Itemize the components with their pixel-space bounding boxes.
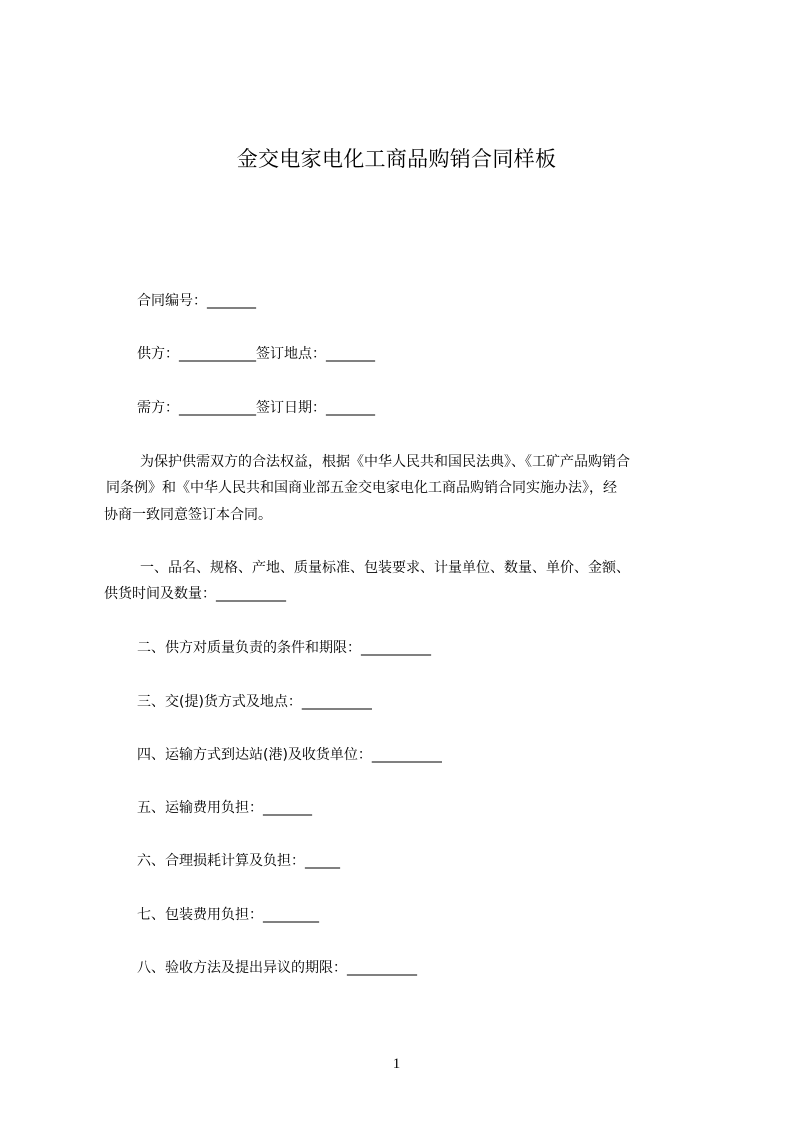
page-number: 1 [392, 1056, 401, 1072]
clause-8: 八、验收方法及提出异议的期限：__________ [137, 960, 417, 976]
clause-6: 六、合理损耗计算及负担：_____ [137, 853, 340, 869]
clause-7: 七、包装费用负担：________ [137, 907, 319, 923]
clause-1-line-2: 供货时间及数量：__________ [104, 586, 286, 602]
supplier-field: 供方：___________签订地点：_______ [137, 346, 375, 362]
clause-5: 五、运输费用负担：_______ [137, 800, 312, 816]
preamble-line-3: 协商一致同意签订本合同。 [104, 507, 272, 523]
buyer-field: 需方：___________签订日期：_______ [137, 400, 375, 416]
clause-3: 三、交(提)货方式及地点：__________ [137, 694, 372, 710]
clause-2: 二、供方对质量负责的条件和期限：__________ [137, 640, 431, 656]
clause-1-line-1: 一、品名、规格、产地、质量标准、包装要求、计量单位、数量、单价、金额、 [140, 560, 630, 576]
preamble-line-1: 为保护供需双方的合法权益，根据《中华人民共和国民法典》、《工矿产品购销合 [140, 454, 630, 470]
contract-number-field: 合同编号：_______ [137, 293, 256, 309]
preamble-line-2: 同条例》和《中华人民共和国商业部五金交电家电化工商品购销合同实施办法》，经 [106, 480, 617, 496]
clause-4: 四、运输方式到达站(港)及收货单位：__________ [137, 747, 442, 763]
page-title: 金交电家电化工商品购销合同样板 [236, 147, 557, 171]
